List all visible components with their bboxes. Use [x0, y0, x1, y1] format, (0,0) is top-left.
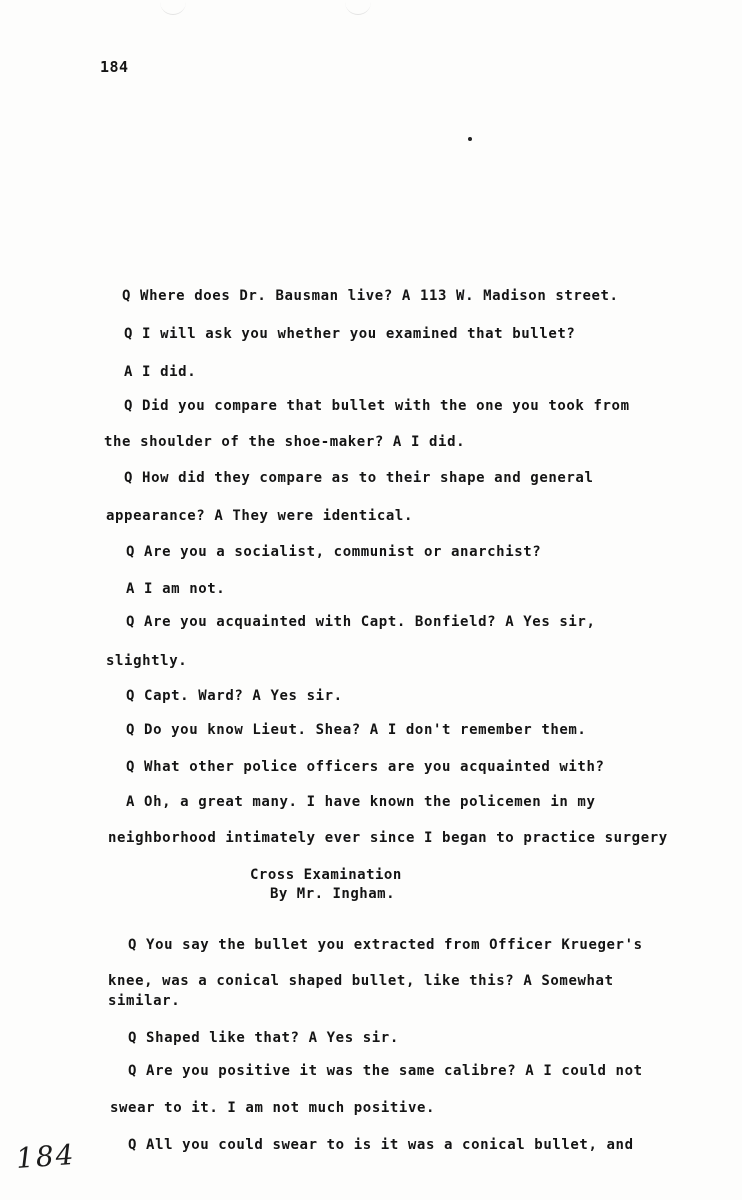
transcript-line: A Oh, a great many. I have known the policemen in my — [126, 794, 596, 810]
transcript-line: appearance? A They were identical. — [106, 508, 413, 524]
transcript-line: A I did. — [124, 364, 197, 380]
transcript-line: Q Where does Dr. Bausman live? A 113 W. Madison street. — [122, 288, 619, 304]
transcript-line: Q Did you compare that bullet with the one you took from — [124, 398, 630, 414]
transcript-line: Q I will ask you whether you examined that bullet? — [124, 326, 576, 342]
section-heading: Cross Examination — [250, 867, 402, 883]
transcript-line: Q Are you a socialist, communist or anarchist? — [126, 544, 542, 560]
transcript-line: Q Capt. Ward? A Yes sir. — [126, 688, 343, 704]
transcript-line: Q Are you positive it was the same calibre? A I could not — [128, 1063, 643, 1079]
transcript-line: the shoulder of the shoe-maker? A I did. — [104, 434, 466, 450]
punch-mark — [345, 0, 371, 15]
section-byline: By Mr. Ingham. — [270, 886, 396, 902]
transcript-line: Q All you could swear to is it was a conical bullet, and — [128, 1137, 634, 1153]
transcript-line: Q Are you acquainted with Capt. Bonfield? A Yes sir, — [126, 614, 596, 630]
ink-speck — [468, 137, 472, 141]
handwritten-page-number: 184 — [14, 1137, 77, 1176]
transcript-line: Q You say the bullet you extracted from Officer Krueger's — [128, 937, 643, 953]
transcript-line: swear to it. I am not much positive. — [110, 1100, 436, 1116]
transcript-line: neighborhood intimately ever since I began to practice surgery — [108, 830, 668, 846]
transcript-line: slightly. — [106, 653, 188, 669]
transcript-line: Q Shaped like that? A Yes sir. — [128, 1030, 399, 1046]
transcript-line: A I am not. — [126, 581, 226, 597]
page-number: 184 — [100, 58, 129, 76]
transcript-line: Q What other police officers are you acquainted with? — [126, 759, 605, 775]
transcript-line: knee, was a conical shaped bullet, like this? A Somewhat — [108, 973, 614, 989]
transcript-line: Q Do you know Lieut. Shea? A I don't remember them. — [126, 722, 587, 738]
transcript-line: similar. — [108, 993, 181, 1009]
transcript-line: Q How did they compare as to their shape and general — [124, 470, 594, 486]
punch-mark — [160, 0, 186, 15]
